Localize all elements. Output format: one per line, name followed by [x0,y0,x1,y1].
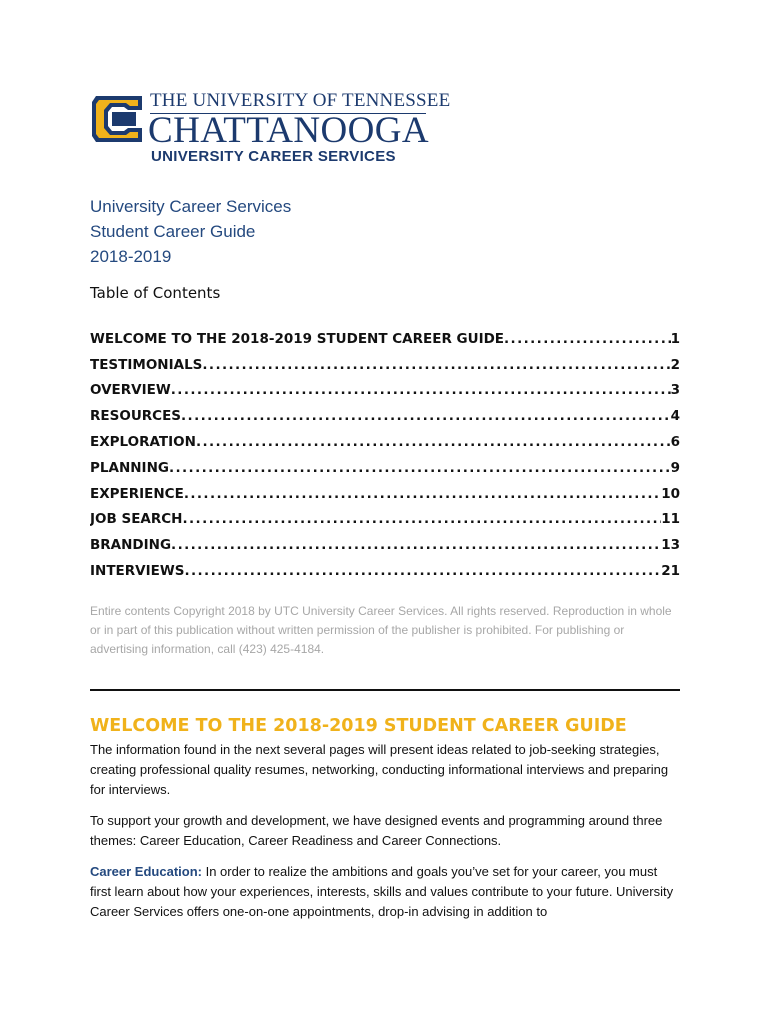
section-heading: WELCOME TO THE 2018-2019 STUDENT CAREER GUIDE [90,716,627,736]
paragraph-text: In order to realize the ambitions and goals you’ve set for your career, you must first learn about how your experiences, interests, skills and values contribute to your future. University Career Services offers one-on-one appointments, drop-in advising in addition to [90,864,674,919]
toc-leader-dots [171,382,671,398]
logo-university-name: THE UNIVERSITY OF TENNESSEE [150,90,451,111]
toc-entry-label: WELCOME TO THE 2018-2019 STUDENT CAREER GUIDE [90,330,505,347]
toc-entry-page: 1 [670,330,680,347]
toc-leader-dots [184,563,661,579]
toc-entry-label: TESTIMONIALS [90,356,203,373]
logo-department-name: UNIVERSITY CAREER SERVICES [151,148,396,165]
toc-entry[interactable] [90,326,680,352]
toc-entry-page: 4 [670,408,680,425]
table-of-contents [90,326,680,584]
toc-entry-label: RESOURCES [90,408,182,425]
toc-entry-label: EXPERIENCE [90,485,184,502]
toc-entry-label: INTERVIEWS [90,563,185,580]
toc-leader-dots [202,357,670,373]
section-divider [90,689,680,691]
toc-leader-dots [169,460,671,476]
toc-entry[interactable] [90,558,680,584]
paragraph-career-education [90,862,680,922]
toc-entry-page: 10 [661,485,680,502]
document-title [90,194,291,269]
toc-entry-label: PLANNING [90,459,169,476]
toc-entry[interactable] [90,507,680,533]
toc-leader-dots [184,486,661,502]
logo-campus-name: CHATTANOOGA [148,110,429,151]
title-line-2: Student Career Guide [90,222,256,241]
toc-leader-dots [196,434,671,450]
toc-entry[interactable] [90,403,680,429]
toc-entry-page: 21 [661,563,680,580]
toc-entry[interactable] [90,352,680,378]
toc-entry-page: 2 [670,356,680,373]
toc-entry[interactable] [90,532,680,558]
toc-entry[interactable] [90,429,680,455]
paragraph-lead: Career Education: [90,864,202,879]
toc-entry[interactable] [90,481,680,507]
toc-leader-dots [504,331,671,347]
title-line-3: 2018-2019 [90,247,172,266]
copyright-notice: Entire contents Copyright 2018 by UTC University Career Services. All rights reserved. Reproduction in whole or in part of this publication without written permission of the publisher is prohibited. For publishing or advertising information, call (423) 425-4184. [90,604,672,656]
title-line-1: University Career Services [90,197,292,216]
welcome-body [90,740,680,933]
paragraph: The information found in the next several pages will present ideas related to job-seeking strategies, creating professional quality resumes, networking, conducting informational interviews and preparing for interviews. [90,742,669,797]
toc-entry-page: 9 [670,459,680,476]
toc-entry-label: JOB SEARCH [90,511,183,528]
toc-entry-label: EXPLORATION [90,434,196,451]
utc-logo [90,90,451,166]
utc-c-logo-icon [90,92,146,146]
toc-leader-dots [171,537,661,553]
toc-entry-page: 11 [661,511,680,528]
toc-entry-label: BRANDING [90,537,172,554]
toc-entry-page: 6 [670,434,680,451]
toc-entry-label: OVERVIEW [90,382,171,399]
paragraph: To support your growth and development, we have designed events and programming around three themes: Career Education, Career Readiness and Career Connections. [90,813,663,848]
toc-leader-dots [181,408,671,424]
toc-leader-dots [182,511,661,527]
toc-heading: Table of Contents [90,284,221,302]
toc-entry-page: 3 [670,382,680,399]
toc-entry[interactable] [90,455,680,481]
toc-entry-page: 13 [661,537,680,554]
toc-entry[interactable] [90,378,680,404]
